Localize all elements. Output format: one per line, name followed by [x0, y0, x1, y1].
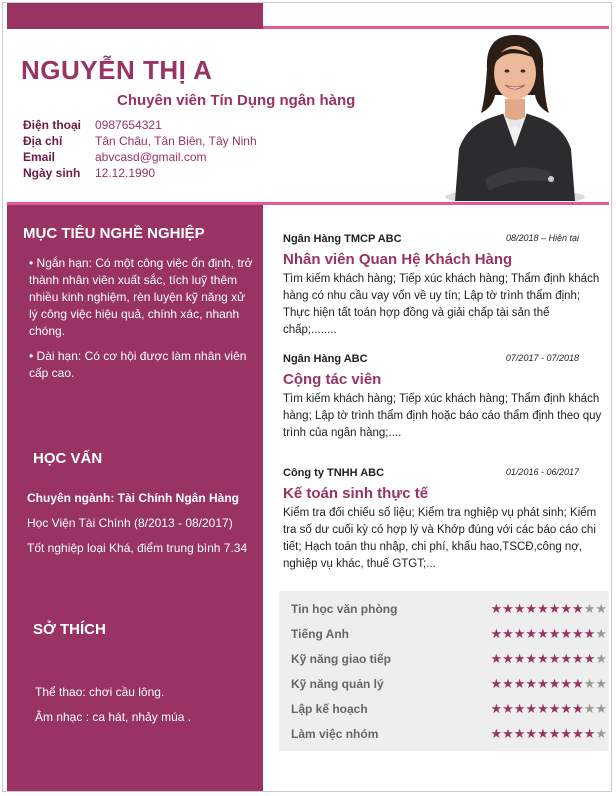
contact-row-phone	[23, 117, 257, 133]
star-filled-icon: ★	[548, 676, 561, 691]
job-company: Công ty TNHH ABC	[283, 467, 385, 479]
star-filled-icon: ★	[502, 626, 514, 641]
contact-value: 12.12.1990	[95, 166, 156, 180]
star-empty-icon: ★	[595, 626, 607, 641]
star-filled-icon: ★	[548, 601, 561, 616]
skill-rating-stars	[490, 701, 607, 717]
job-title: Nhân viên Quan Hệ Khách Hàng	[283, 251, 513, 268]
hobbies-heading: SỞ THÍCH	[33, 621, 106, 638]
star-filled-icon: ★	[572, 601, 584, 616]
star-filled-icon: ★	[525, 601, 538, 616]
education-school: Học Viện Tài Chính (8/2013 - 08/2017)	[27, 516, 233, 530]
star-filled-icon: ★	[502, 701, 514, 716]
star-empty-icon: ★	[595, 726, 607, 741]
star-filled-icon: ★	[513, 601, 526, 616]
star-filled-icon: ★	[583, 726, 596, 741]
job-description: Tìm kiếm khách hàng; Tiếp xúc khách hàng; Thẩm định khách hàng; Lập tờ trình thẩm định hoặc báo cáo thẩm định theo quy trình của ngân hàng;....	[283, 393, 602, 439]
star-filled-icon: ★	[572, 626, 584, 641]
contact-label: Địa chỉ	[23, 134, 63, 148]
job-company: Ngân Hàng TMCP ABC	[283, 233, 402, 245]
profile-photo-illustration	[445, 29, 585, 201]
sidebar	[7, 205, 263, 792]
skills-panel	[279, 591, 609, 751]
star-filled-icon: ★	[537, 676, 549, 691]
star-filled-icon: ★	[572, 701, 584, 716]
contact-label: Email	[23, 150, 56, 164]
objective-item: • Ngắn hạn: Có một công việc ổn định, trở thành nhân viên xuất sắc, tích luỹ thêm nhiều kinh nghiệm, rèn luyện kỹ năng xử lý công việc hiệu quả, chính xác, nhanh chóng.	[29, 256, 253, 338]
star-filled-icon: ★	[583, 626, 596, 641]
job-title: Cộng tác viên	[283, 371, 382, 388]
education-major: Chuyên ngành: Tài Chính Ngân Hàng	[27, 491, 239, 505]
star-filled-icon: ★	[525, 701, 538, 716]
contact-row-birthday	[23, 165, 257, 181]
star-filled-icon: ★	[537, 651, 549, 666]
star-filled-icon: ★	[502, 726, 514, 741]
star-filled-icon: ★	[560, 601, 573, 616]
contact-row-email	[23, 149, 257, 165]
star-filled-icon: ★	[537, 726, 549, 741]
star-filled-icon: ★	[548, 626, 561, 641]
job-description: Kiểm tra đối chiếu số liệu; Kiểm tra nghiệp vụ phát sinh; Kiểm tra số dư cuối kỳ có hợp lý và Khớp đúng với các báo cáo chi tiết; Hạch toán thu nhập, chi phí, khấu hao,TSCĐ,công nợ, nghiệp vụ khác, thuế GTGT;...	[283, 507, 597, 570]
star-filled-icon: ★	[548, 701, 561, 716]
contact-row-address	[23, 133, 257, 149]
job-company: Ngân Hàng ABC	[283, 353, 368, 365]
star-filled-icon: ★	[560, 651, 573, 666]
contact-label: Điện thoại	[23, 118, 82, 132]
job-dates: 08/2018 – Hiện tại	[505, 233, 579, 243]
profile-photo	[445, 29, 585, 201]
hobby-item: Âm nhạc : ca hát, nhảy múa .	[35, 710, 192, 724]
star-filled-icon: ★	[490, 726, 503, 741]
star-filled-icon: ★	[502, 601, 514, 616]
star-filled-icon: ★	[537, 601, 549, 616]
star-filled-icon: ★	[525, 726, 538, 741]
star-filled-icon: ★	[572, 676, 584, 691]
contact-label: Ngày sinh	[23, 166, 81, 180]
star-filled-icon: ★	[572, 651, 584, 666]
education-result: Tốt nghiệp loại Khá, điểm trung bình 7.34	[27, 541, 248, 555]
star-filled-icon: ★	[537, 626, 549, 641]
star-empty-icon: ★	[595, 701, 607, 716]
star-filled-icon: ★	[490, 601, 503, 616]
contact-value: Tân Châu, Tân Biên, Tây Ninh	[95, 134, 257, 148]
job-title: Kế toán sinh thực tế	[283, 485, 429, 502]
skill-name: Làm việc nhóm	[291, 727, 379, 741]
candidate-name: NGUYỄN THỊ A	[21, 55, 213, 85]
star-filled-icon: ★	[490, 676, 503, 691]
experience-entry	[283, 233, 603, 339]
skill-row	[291, 701, 607, 717]
star-empty-icon: ★	[595, 651, 607, 666]
experience-entry	[283, 353, 603, 442]
star-filled-icon: ★	[572, 726, 584, 741]
skill-row	[291, 726, 607, 742]
skill-name: Tiếng Anh	[291, 627, 349, 641]
star-filled-icon: ★	[502, 676, 514, 691]
skill-name: Tin học văn phòng	[291, 602, 398, 616]
header-color-block	[7, 3, 263, 29]
skill-row	[291, 626, 607, 642]
star-empty-icon: ★	[583, 676, 596, 691]
star-filled-icon: ★	[513, 626, 526, 641]
skill-rating-stars	[490, 601, 607, 617]
star-filled-icon: ★	[490, 651, 503, 666]
education-heading: HỌC VẤN	[33, 450, 103, 467]
skill-row	[291, 651, 607, 667]
star-filled-icon: ★	[525, 626, 538, 641]
job-description: Tìm kiếm khách hàng; Tiếp xúc khách hàng; Thẩm định khách hàng có nhu cầu vay vốn về uy tín; Lập tờ trình thẩm định; Thực hiện tất toán hợp đồng và giải chấp tài sản thế chấp;........	[283, 273, 600, 336]
skill-rating-stars	[490, 651, 607, 667]
hobby-item: Thể thao: chơi cầu lông.	[35, 685, 165, 699]
star-filled-icon: ★	[583, 651, 596, 666]
job-dates: 01/2016 - 06/2017	[505, 467, 579, 477]
star-empty-icon: ★	[583, 701, 596, 716]
star-filled-icon: ★	[525, 651, 538, 666]
objective-item: • Dài hạn: Có cơ hội được làm nhân viên cấp cao.	[29, 349, 247, 380]
candidate-role: Chuyên viên Tín Dụng ngân hàng	[117, 92, 356, 109]
star-filled-icon: ★	[560, 676, 573, 691]
contact-value: 0987654321	[95, 118, 162, 132]
experience-entry	[283, 467, 603, 573]
star-filled-icon: ★	[490, 626, 503, 641]
skill-name: Kỹ năng giao tiếp	[291, 652, 392, 666]
contact-value: abvcasd@gmail.com	[95, 150, 207, 164]
objective-heading: MỤC TIÊU NGHỀ NGHIỆP	[23, 225, 205, 242]
contact-info	[23, 117, 257, 181]
skill-rating-stars	[490, 726, 607, 742]
skill-row	[291, 601, 607, 617]
star-filled-icon: ★	[513, 651, 526, 666]
star-filled-icon: ★	[548, 651, 561, 666]
star-empty-icon: ★	[583, 601, 596, 616]
cv-page	[2, 2, 612, 792]
skill-name: Lập kế hoạch	[291, 702, 368, 716]
skill-row	[291, 676, 607, 692]
star-filled-icon: ★	[490, 701, 503, 716]
star-filled-icon: ★	[560, 726, 573, 741]
objective-list	[29, 255, 257, 390]
skill-name: Kỹ năng quản lý	[291, 677, 384, 691]
star-empty-icon: ★	[595, 676, 607, 691]
star-empty-icon: ★	[595, 601, 607, 616]
star-filled-icon: ★	[548, 726, 561, 741]
star-filled-icon: ★	[525, 676, 538, 691]
skill-rating-stars	[490, 676, 607, 692]
star-filled-icon: ★	[502, 651, 514, 666]
star-filled-icon: ★	[513, 726, 526, 741]
job-dates: 07/2017 - 07/2018	[505, 353, 579, 363]
star-filled-icon: ★	[513, 701, 526, 716]
star-filled-icon: ★	[537, 701, 549, 716]
star-filled-icon: ★	[560, 626, 573, 641]
star-filled-icon: ★	[560, 701, 573, 716]
skill-rating-stars	[490, 626, 607, 642]
star-filled-icon: ★	[513, 676, 526, 691]
